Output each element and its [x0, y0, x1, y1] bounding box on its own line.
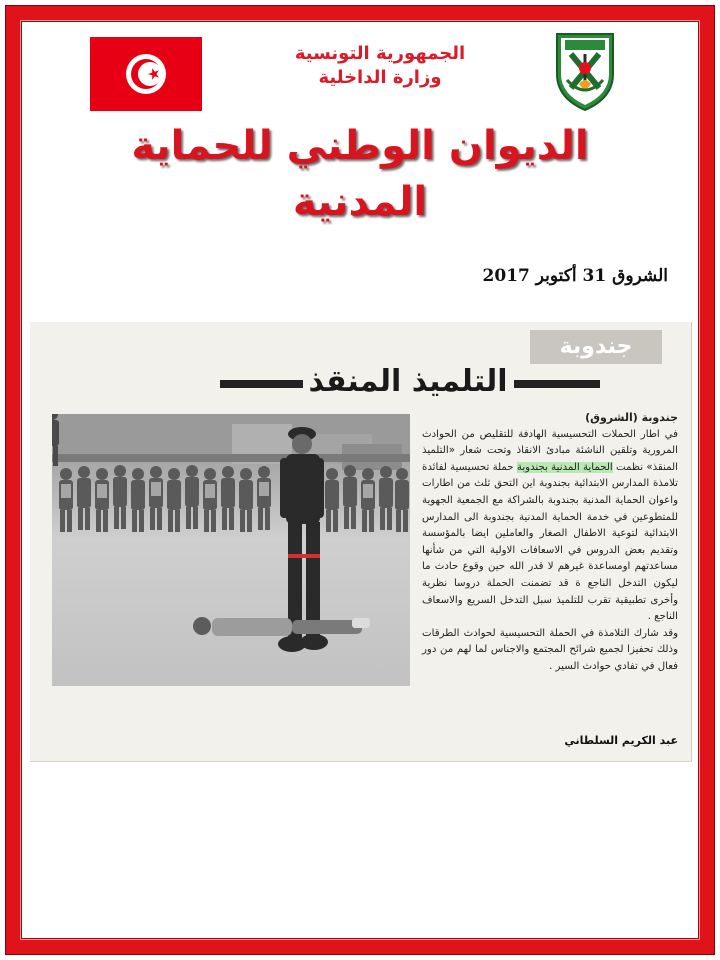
ministry-label: وزارة الداخلية	[318, 67, 442, 88]
article-headline	[198, 362, 618, 402]
paragraph-1-end: حملة تحسيسية لفائدة تلامذة المدارس الابتدائية بجندوبة اين التحق ثلث من اطارات واعوان الحماية المدنية بجندوبة بالشراكة مع الجمعية الجهوية للمتطوعين في خدمة الحماية المدنية بجندوبة الى المدارس الابتدائية لتوعية الاطفال الصغار والعاملين ايضا بالمؤسسة وتقديم بعض الدروس في الاسعافات الاولية التي من شأنها مساعدتهم اومساعدة غيرهم لا قدر الله حين وقوع حادث ما ليكون التدخل الناجع ة قد تضمنت الحملة دروسا نظرية وأخرى تطبيقية تقرب للتلميذ سبل التدخل السريع والاسعاف الناجع .	[422, 461, 678, 623]
header-text	[230, 42, 530, 90]
highlighted-text: الحماية المدنية بجندوبة	[516, 461, 613, 473]
paragraph-1-start: في اطار الحملات التحسيسية الهادفة للتقليص من الحوادث المرورية وتلقين الناشئة مبادئ الانقاذ وتحت شعار «التلميذ المنقذ» نظمت	[422, 428, 678, 473]
article-author: عبد الكريم السلطاني	[564, 734, 678, 747]
civil-protection-emblem-icon	[551, 24, 619, 112]
page-title: الديوان الوطني للحماية المدنية	[131, 123, 589, 225]
section-tag: جندوبة	[530, 330, 662, 364]
headline-text: التلميذ المنقذ	[303, 364, 514, 399]
source-date: الشروق 31 أكتوبر 2017	[482, 266, 668, 286]
newspaper-clipping	[30, 322, 692, 762]
republic-label: الجمهورية التونسية	[294, 43, 466, 64]
article-dateline: جندوبة (الشروق)	[585, 411, 678, 424]
article-paragraph-2: وقد شارك التلامذة في الحملة التحسيسية لحوادث الطرقات وذلك تحفيزا لجميع شرائح المجتمع والاجناس لما لهم من دور فعال في تفادي حوادث السير .	[422, 627, 678, 672]
tunisia-flag-icon	[90, 37, 202, 111]
article-paragraph-1	[422, 427, 678, 626]
article-photo	[52, 414, 410, 686]
article-body	[422, 410, 678, 750]
